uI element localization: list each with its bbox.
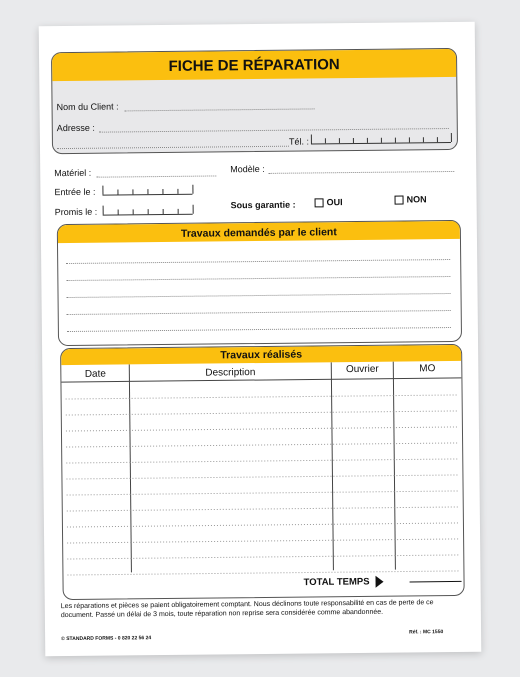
- digit-box-tick: [367, 138, 368, 143]
- digit-box-tick: [193, 205, 194, 214]
- modele-line[interactable]: [268, 171, 454, 174]
- table-row-line: [66, 411, 458, 415]
- digit-box-tick: [192, 185, 193, 194]
- table-row-line: [67, 507, 459, 511]
- total-temps-label: TOTAL TEMPS: [303, 576, 370, 589]
- client-info-panel: [51, 48, 458, 154]
- digit-box-tick: [451, 133, 452, 142]
- table-row-line: [67, 523, 459, 527]
- digit-box-tick: [147, 189, 148, 194]
- requested-work-line[interactable]: [67, 327, 451, 332]
- digit-box-tick: [118, 209, 119, 214]
- requested-work-panel: [57, 220, 462, 346]
- footer-notice: Les réparations et pièces se paient obligatoirement comptant. Nous déclinons toute responsabilité en cas de perte de ce document. Passé un délai de 3 mois, toute réparation non reprise sera considérée comme abandonnée.: [60, 599, 434, 620]
- non-option[interactable]: [394, 194, 426, 204]
- table-row-line: [67, 491, 459, 495]
- table-row-line: [66, 459, 458, 463]
- requested-work-line[interactable]: [66, 259, 450, 264]
- table-row-line: [66, 427, 458, 431]
- digit-box-tick: [163, 209, 164, 214]
- tel-boxes[interactable]: [311, 133, 451, 144]
- requested-work-title: Travaux demandés par le client: [58, 221, 460, 243]
- table-row-line: [66, 443, 458, 447]
- col-divider-ouvrier: [393, 362, 395, 570]
- digit-box-tick: [339, 138, 340, 143]
- digit-box-tick: [133, 209, 134, 214]
- digit-box-tick: [177, 189, 178, 194]
- digit-box-tick: [132, 189, 133, 194]
- completed-work-title: Travaux réalisés: [61, 345, 461, 365]
- digit-box-tick: [103, 206, 104, 215]
- materiel-label: Matériel :: [54, 167, 92, 179]
- digit-box-tick: [409, 137, 410, 142]
- client-name-label: Nom du Client :: [56, 101, 119, 113]
- entree-label: Entrée le :: [54, 186, 96, 198]
- non-checkbox[interactable]: [395, 196, 404, 205]
- promis-date-boxes[interactable]: [103, 205, 193, 216]
- digit-box-tick: [102, 186, 103, 195]
- table-row-line: [67, 539, 459, 543]
- work-table: [61, 361, 463, 599]
- modele-label: Modèle :: [230, 163, 265, 175]
- digit-box-tick: [117, 189, 118, 194]
- table-row-line: [67, 555, 459, 559]
- table-row-line: [66, 395, 458, 399]
- completed-work-panel: [60, 344, 465, 600]
- requested-work-line[interactable]: [67, 293, 451, 298]
- digit-box-tick: [395, 138, 396, 143]
- table-rows: [66, 395, 460, 575]
- oui-label: OUI: [326, 197, 343, 208]
- garantie-label: Sous garantie :: [230, 199, 296, 211]
- requested-work-line[interactable]: [67, 310, 451, 315]
- address-label: Adresse :: [56, 122, 95, 134]
- total-temps-row: [303, 576, 383, 589]
- col-header-mo: MO: [419, 363, 436, 375]
- footer-publisher: © STANDARD FORMS - 0 820 22 56 24: [61, 635, 152, 643]
- col-header-ouvrier: Ouvrier: [345, 363, 379, 376]
- arrow-right-icon: [375, 576, 383, 588]
- col-divider-date: [129, 364, 131, 572]
- col-header-date: Date: [84, 368, 106, 380]
- digit-box-tick: [437, 137, 438, 142]
- col-header-description: Description: [205, 367, 256, 379]
- oui-checkbox[interactable]: [315, 198, 324, 207]
- address-line-1[interactable]: [99, 128, 449, 133]
- table-row-line: [66, 475, 458, 479]
- entree-date-boxes[interactable]: [102, 185, 192, 196]
- oui-option[interactable]: [315, 197, 343, 207]
- digit-box-tick: [353, 138, 354, 143]
- form-title: FICHE DE RÉPARATION: [52, 49, 456, 81]
- promis-label: Promis le :: [54, 206, 98, 218]
- digit-box-tick: [162, 189, 163, 194]
- digit-box-tick: [423, 137, 424, 142]
- digit-box-tick: [311, 134, 312, 143]
- digit-box-tick: [178, 209, 179, 214]
- requested-work-line[interactable]: [66, 276, 450, 281]
- digit-box-tick: [325, 138, 326, 143]
- col-divider-desc: [331, 362, 333, 570]
- tel-label: Tél. :: [288, 136, 310, 147]
- digit-box-tick: [148, 209, 149, 214]
- address-line-2[interactable]: [57, 146, 289, 149]
- materiel-line[interactable]: [96, 175, 216, 177]
- repair-form-sheet: [39, 22, 482, 657]
- footer-reference: Réf. : MC 1550: [409, 629, 444, 636]
- table-row-line: [67, 571, 459, 575]
- digit-box-tick: [381, 138, 382, 143]
- client-name-line[interactable]: [125, 108, 315, 111]
- non-label: NON: [406, 194, 427, 205]
